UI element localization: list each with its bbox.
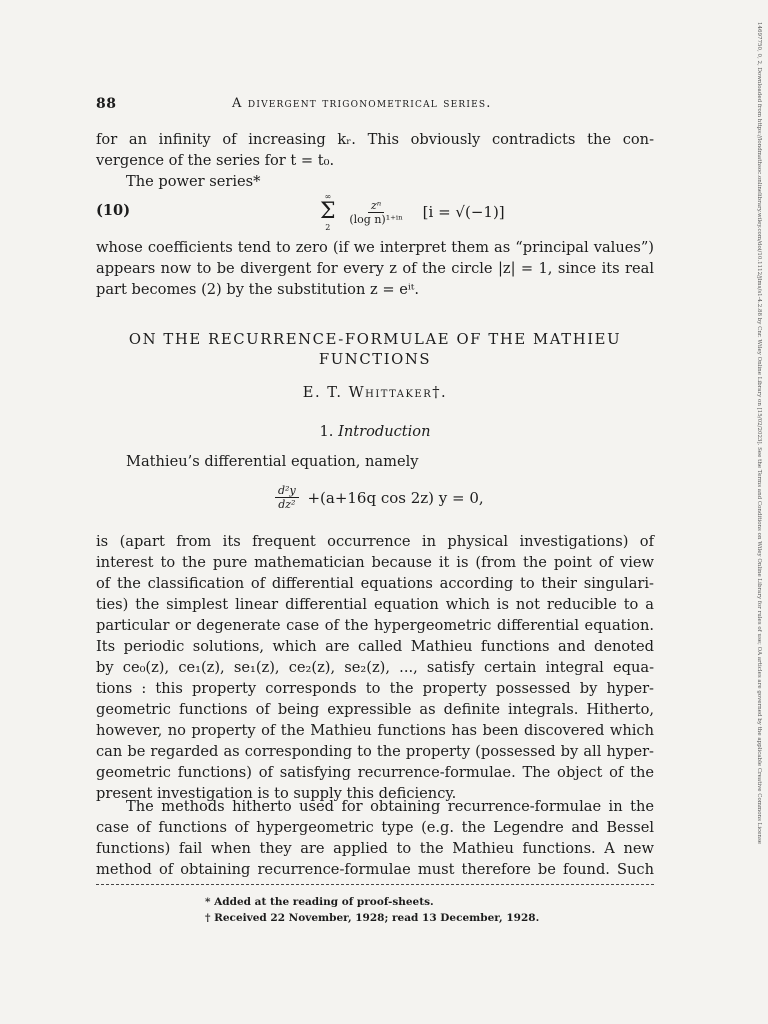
section-heading: 1. Introduction: [319, 423, 431, 440]
equation-note: [i = √(−1)]: [422, 203, 505, 221]
text-line: method of obtaining recurrence-formulae must therefore be found. Such: [96, 861, 654, 878]
text-line: present investigation is to supply this deficiency.: [96, 785, 457, 802]
text-line: for an infinity of increasing kᵣ. This obviously contradicts the con-: [96, 131, 654, 148]
text-line: functions) fail when they are applied to the Mathieu functions. A new: [96, 840, 654, 857]
text-line: The methods hitherto used for obtaining recurrence-formulae in the: [126, 798, 654, 815]
text-line: appears now to be divergent for every z of the circle |z| = 1, since its real: [96, 260, 654, 277]
after-equation-paragraph: [96, 237, 654, 300]
footnote-received: † Received 22 November, 1928; read 13 December, 1928.: [205, 912, 540, 924]
text-line: particular or degenerate case of the hypergeometric differential equation.: [96, 617, 654, 634]
series-fraction: $\frac{\text{zⁿ}}{\text{(log n)¹⁺ⁱⁿ}}$: [349, 198, 403, 226]
text-line: geometric functions) of satisfying recurrence-formulae. The object of the: [96, 764, 654, 781]
text-line: interest to the pure mathematician because it is (from the point of view: [96, 554, 654, 571]
page-number: 88: [96, 96, 117, 112]
footnote-proof: * Added at the reading of proof-sheets.: [205, 896, 434, 908]
text-line: Its periodic solutions, which are called Mathieu functions and denoted: [96, 638, 654, 655]
intro-paragraph: [96, 129, 654, 192]
author-line: E. T. Whittaker†.: [302, 384, 448, 401]
text-line: is (apart from its frequent occurrence in physical investigations) of: [96, 533, 654, 550]
text-line: ties) the simplest linear differential equation which is not reducible to a: [96, 596, 654, 613]
text-line: case of functions of hypergeometric type (e.g. the Legendre and Bessel: [96, 819, 654, 836]
mathieu-equation: $\frac{\text{d²y}}{\text{dz²}}$ +(a+16q cos 2z) y = 0,: [275, 484, 484, 511]
text-line: tions : this property corresponds to the property possessed by hyper-: [96, 680, 654, 697]
footnote-rule: [96, 884, 654, 885]
text-line: vergence of the series for t = t₀.: [96, 152, 335, 169]
text-line: of the classification of differential equations according to their singulari-: [96, 575, 654, 592]
equation-10: [320, 192, 505, 232]
text-line: whose coefficients tend to zero (if we interpret them as “principal values”): [96, 239, 654, 256]
mathieu-intro: Mathieu’s differential equation, namely: [126, 453, 419, 470]
summation-sign: ∞ Σ 2: [320, 192, 336, 232]
paragraph-2: [96, 796, 654, 880]
text-line: by ce₀(z), ce₁(z), se₁(z), ce₂(z), se₂(z), ..., satisfy certain integral equa-: [96, 659, 654, 676]
text-line: can be regarded as corresponding to the property (possessed by all hyper-: [96, 743, 654, 760]
text-line: geometric functions of being expressible as definite integrals. Hitherto,: [96, 701, 654, 718]
equation-number: (10): [96, 202, 131, 219]
article-title: ON THE RECURRENCE-FORMULAE OF THE MATHIEU FUNCTIONS: [128, 331, 622, 368]
text-line: part becomes (2) by the substitution z = eⁱᵗ.: [96, 281, 420, 298]
power-series-label: The power series*: [126, 173, 261, 190]
running-title: A divergent trigonometrical series.: [232, 96, 492, 111]
download-notice: 14697750, 0, 2, Downloaded from https://londmathsoc.onlinelibrary.wiley.com/doi/10.1112/jlms/s1-4.2.88 by Cnr. Wiley Online Library on [15/02/2023]. See the Terms and Conditions on Wiley Online Library for rules of use; OA articles are governed by the applicable Creative Commons License: [756, 22, 762, 845]
text-line: however, no property of the Mathieu functions has been discovered which: [96, 722, 654, 739]
paragraph-1: [96, 531, 654, 804]
